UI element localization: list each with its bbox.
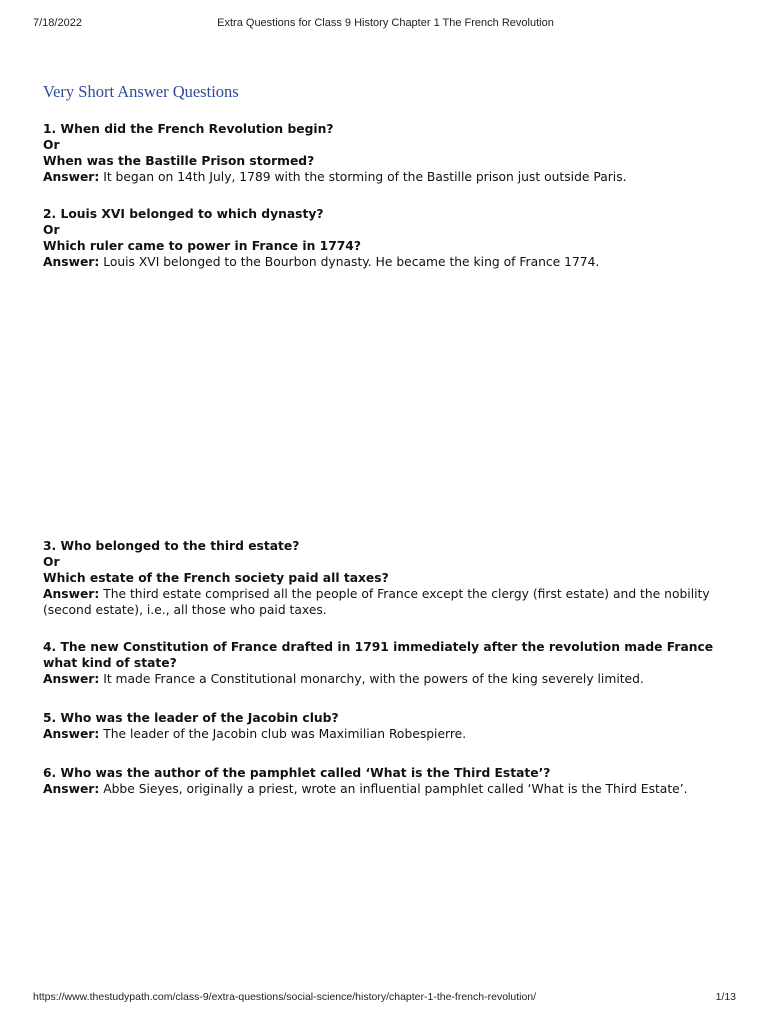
question-or: Or	[43, 138, 60, 152]
answer-text: The third estate comprised all the people of France except the clergy (first estate) and the nobility (second estate), i.e., all those who paid taxes.	[43, 587, 710, 617]
question-or: Or	[43, 223, 60, 237]
answer-text: Louis XVI belonged to the Bourbon dynasty. He became the king of France 1774.	[99, 255, 600, 269]
answer-label: Answer:	[43, 170, 100, 184]
question-alt-text: When was the Bastille Prison stormed?	[43, 154, 315, 168]
answer-label: Answer:	[43, 782, 100, 796]
answer-text: It began on 14th July, 1789 with the storming of the Bastille prison just outside Paris.	[99, 170, 627, 184]
print-header	[33, 17, 738, 33]
question-1	[43, 121, 723, 185]
answer	[43, 671, 723, 687]
page-url[interactable]: https://www.thestudypath.com/class-9/extra-questions/social-science/history/chapter-1-the-french-revolution/	[33, 991, 537, 1003]
answer-text: The leader of the Jacobin club was Maximilian Robespierre.	[99, 727, 467, 741]
question-text: 3. Who belonged to the third estate?	[43, 539, 300, 553]
answer-label: Answer:	[43, 672, 100, 686]
question-text: 2. Louis XVI belonged to which dynasty?	[43, 207, 324, 221]
answer	[43, 254, 723, 270]
question-2	[43, 206, 723, 270]
print-date: 7/18/2022	[33, 17, 82, 29]
question-text: 1. When did the French Revolution begin?	[43, 122, 334, 136]
page-number: 1/13	[715, 991, 736, 1003]
answer-text: It made France a Constitutional monarchy, with the powers of the king severely limited.	[99, 672, 644, 686]
question-6	[43, 765, 723, 797]
answer-label: Answer:	[43, 727, 100, 741]
answer	[43, 586, 723, 618]
question-text: 4. The new Constitution of France drafted in 1791 immediately after the revolution made France what kind of state?	[43, 640, 714, 670]
question-4	[43, 639, 723, 687]
question-5	[43, 710, 723, 742]
answer-label: Answer:	[43, 255, 100, 269]
question-3	[43, 538, 723, 618]
section-heading: Very Short Answer Questions	[43, 82, 239, 101]
question-or: Or	[43, 555, 60, 569]
answer-text: Abbe Sieyes, originally a priest, wrote an influential pamphlet called ‘What is the Third Estate’.	[99, 782, 688, 796]
question-alt-text: Which ruler came to power in France in 1774?	[43, 239, 362, 253]
document-title: Extra Questions for Class 9 History Chapter 1 The French Revolution	[217, 17, 554, 29]
answer-label: Answer:	[43, 587, 100, 601]
question-text: 6. Who was the author of the pamphlet called ‘What is the Third Estate’?	[43, 766, 551, 780]
answer	[43, 169, 723, 185]
question-alt-text: Which estate of the French society paid all taxes?	[43, 571, 389, 585]
question-text: 5. Who was the leader of the Jacobin club?	[43, 711, 339, 725]
print-footer	[33, 991, 738, 1007]
answer	[43, 726, 723, 742]
answer	[43, 781, 723, 797]
